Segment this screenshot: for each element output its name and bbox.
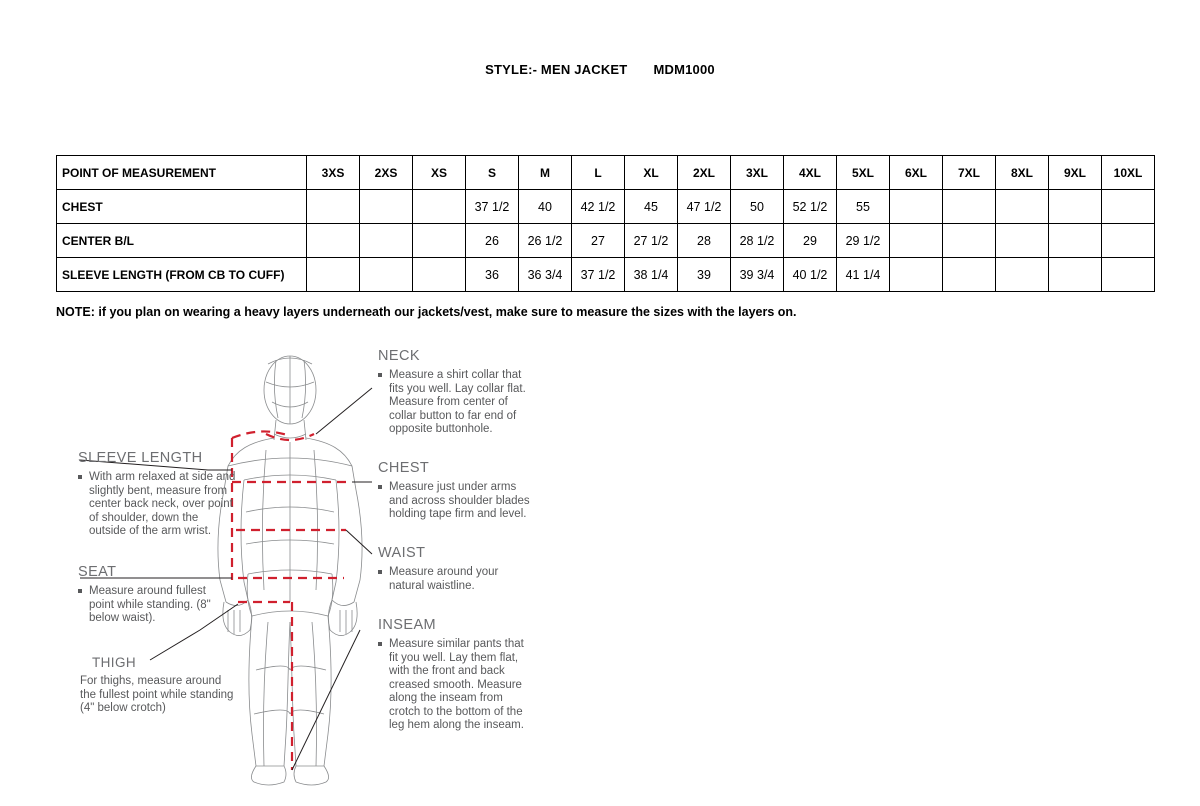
table-cell: 52 1/2 <box>784 190 837 224</box>
table-header-cell: XS <box>413 156 466 190</box>
table-cell <box>360 224 413 258</box>
table-cell <box>890 190 943 224</box>
table-cell: 37 1/2 <box>572 258 625 292</box>
callout-neck <box>378 348 528 437</box>
table-cell <box>890 258 943 292</box>
table-cell <box>943 258 996 292</box>
style-label: STYLE:- MEN JACKET <box>485 62 628 77</box>
table-cell <box>307 224 360 258</box>
table-row <box>57 224 1155 258</box>
table-header-cell: M <box>519 156 572 190</box>
callout-body-waist: Measure around your natural waistline. <box>378 566 528 593</box>
table-cell: 37 1/2 <box>466 190 519 224</box>
table-cell: 28 <box>678 224 731 258</box>
table-header-cell: L <box>572 156 625 190</box>
callout-title-neck: NECK <box>378 348 420 364</box>
callout-title-inseam: INSEAM <box>378 617 436 633</box>
table-cell: 36 <box>466 258 519 292</box>
table-header-cell: 4XL <box>784 156 837 190</box>
table-cell <box>307 190 360 224</box>
callout-body-sleeve-length: With arm relaxed at side and slightly bent, measure from center back neck, over point of shoulder, down the outside of the arm wrist. <box>78 471 238 539</box>
table-cell <box>1049 190 1102 224</box>
page-title <box>0 62 1200 77</box>
table-header-cell: 2XL <box>678 156 731 190</box>
table-cell: 40 1/2 <box>784 258 837 292</box>
table-cell <box>360 190 413 224</box>
row-label-chest: CHEST <box>57 190 307 224</box>
callout-title-waist: WAIST <box>378 545 426 561</box>
table-cell <box>307 258 360 292</box>
table-cell <box>1049 224 1102 258</box>
row-label-center-bl: CENTER B/L <box>57 224 307 258</box>
table-cell: 55 <box>837 190 890 224</box>
table-header-cell: XL <box>625 156 678 190</box>
callout-sleeve-length <box>78 450 238 539</box>
callout-title-thigh: THIGH <box>92 655 136 670</box>
table-cell: 38 1/4 <box>625 258 678 292</box>
table-cell: 47 1/2 <box>678 190 731 224</box>
table-cell <box>1102 190 1155 224</box>
callout-title-sleeve-length: SLEEVE LENGTH <box>78 450 203 466</box>
callout-thigh <box>80 655 240 716</box>
table-header-cell: 6XL <box>890 156 943 190</box>
table-cell <box>996 224 1049 258</box>
table-cell <box>360 258 413 292</box>
table-header-cell: 3XL <box>731 156 784 190</box>
table-header-cell: 9XL <box>1049 156 1102 190</box>
callout-seat <box>78 564 228 626</box>
callout-waist <box>378 545 528 593</box>
size-chart-table <box>56 155 1155 292</box>
table-cell <box>1102 224 1155 258</box>
table-cell: 40 <box>519 190 572 224</box>
table-row <box>57 190 1155 224</box>
table-cell: 42 1/2 <box>572 190 625 224</box>
table-cell: 28 1/2 <box>731 224 784 258</box>
table-cell: 27 <box>572 224 625 258</box>
table-header-cell: 10XL <box>1102 156 1155 190</box>
table-header-cell: 8XL <box>996 156 1049 190</box>
table-cell: 27 1/2 <box>625 224 678 258</box>
table-cell: 39 <box>678 258 731 292</box>
table-cell <box>413 190 466 224</box>
callout-inseam <box>378 617 530 733</box>
table-cell <box>890 224 943 258</box>
table-cell <box>413 224 466 258</box>
table-header-cell: S <box>466 156 519 190</box>
table-header-cell: 5XL <box>837 156 890 190</box>
table-cell: 50 <box>731 190 784 224</box>
table-header-cell: 3XS <box>307 156 360 190</box>
table-header-cell: POINT OF MEASUREMENT <box>57 156 307 190</box>
table-cell <box>943 224 996 258</box>
callout-chest <box>378 460 533 522</box>
table-header-cell: 7XL <box>943 156 996 190</box>
measurement-diagram <box>0 330 1200 800</box>
callout-title-chest: CHEST <box>378 460 430 476</box>
table-cell: 45 <box>625 190 678 224</box>
table-row <box>57 258 1155 292</box>
table-cell: 39 3/4 <box>731 258 784 292</box>
table-header-cell: 2XS <box>360 156 413 190</box>
table-cell <box>413 258 466 292</box>
row-label-sleeve-length: SLEEVE LENGTH (FROM CB TO CUFF) <box>57 258 307 292</box>
callout-title-seat: SEAT <box>78 564 117 580</box>
callout-body-neck: Measure a shirt collar that fits you well. Lay collar flat. Measure from center of collar button to far end of opposite buttonhole. <box>378 369 528 437</box>
table-cell <box>996 190 1049 224</box>
callout-body-thigh: For thighs, measure around the fullest point while standing (4" below crotch) <box>80 675 234 714</box>
table-header-row <box>57 156 1155 190</box>
table-cell <box>996 258 1049 292</box>
measurement-note: NOTE: if you plan on wearing a heavy layers underneath our jackets/vest, make sure to measure the sizes with the layers on. <box>56 305 797 319</box>
table-cell: 26 1/2 <box>519 224 572 258</box>
table-cell: 26 <box>466 224 519 258</box>
callout-body-inseam: Measure similar pants that fit you well. Lay them flat, with the front and back creased smooth. Measure along the inseam from crotch to the bottom of the leg hem along the inseam. <box>378 638 530 733</box>
style-code: MDM1000 <box>653 62 715 77</box>
table-cell: 29 <box>784 224 837 258</box>
measurement-lines <box>232 431 352 770</box>
table-cell <box>1049 258 1102 292</box>
table-cell: 36 3/4 <box>519 258 572 292</box>
table-cell: 29 1/2 <box>837 224 890 258</box>
table-cell <box>943 190 996 224</box>
table-cell <box>1102 258 1155 292</box>
callout-body-chest: Measure just under arms and across shoulder blades holding tape firm and level. <box>378 481 533 522</box>
callout-body-seat: Measure around fullest point while standing. (8" below waist). <box>78 585 228 626</box>
table-cell: 41 1/4 <box>837 258 890 292</box>
